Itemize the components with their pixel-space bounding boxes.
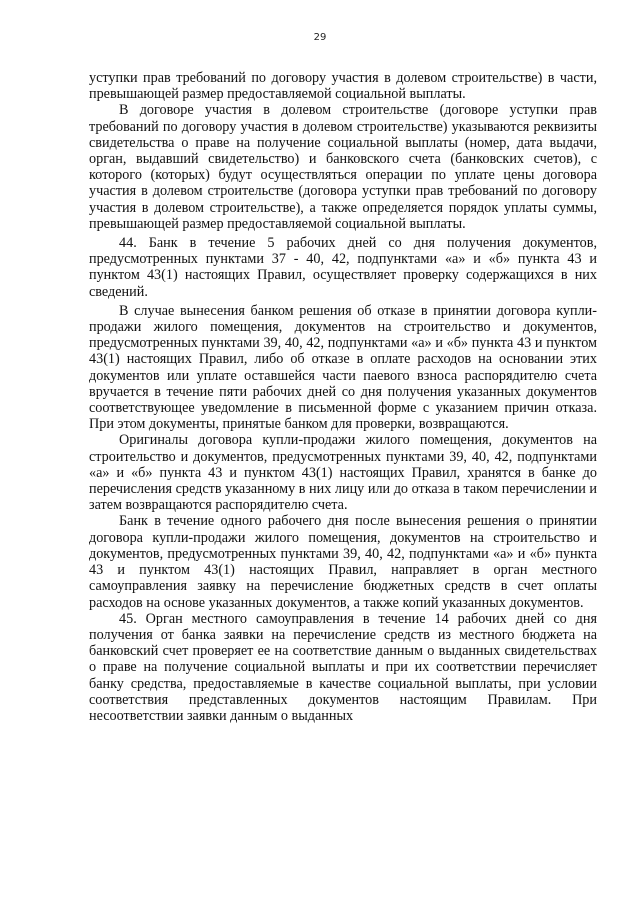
document-body <box>89 70 597 724</box>
paragraph-contract-details: В договоре участия в долевом строительстве (договоре уступки прав требований по договору участия в долевом строительстве) указываются реквизиты свидетельства о праве на получение социальной выплаты (номер, дата выдачи, орган, выдавший свидетельство) и банковского счета (банковских счетов), с которого (которых) будут осуществляться операции по уплате цены договора участия в долевом строительстве (договора уступки прав требований по договору участия в долевом строительстве), а также определяется порядок уплаты суммы, превышающей размер предоставляемой социальной выплаты. <box>89 102 597 232</box>
paragraph-refusal-notice: В случае вынесения банком решения об отказе в принятии договора купли-продажи жилого помещения, документов на строительство и документов, предусмотренных пунктами 39, 40, 42, подпунктами «а» и «б» пункта 43 и пунктом 43(1) настоящих Правил, либо об отказе в оплате расходов на основании этих документов или уплате оставшейся части паевого взноса распорядителю счета вручается в течение пяти рабочих дней со дня получения указанных документов соответствующее уведомление в письменной форме с указанием причин отказа. При этом документы, принятые банком для проверки, возвращаются. <box>89 302 597 433</box>
paragraph-bank-request: Банк в течение одного рабочего дня после вынесения решения о принятии договора купли-продажи жилого помещения, документов на строительство и документов, предусмотренных пунктами 39, 40, 42, подпунктами «а» и «б» пункта 43 и пунктом 43(1) настоящих Правил, направляет в орган местного самоуправления заявку на перечисление бюджетных средств в счет оплаты расходов на основе указанных документов, а также копий указанных документов. <box>89 513 597 611</box>
page-number: 29 <box>313 32 327 43</box>
paragraph-clause-45: 45. Орган местного самоуправления в течение 14 рабочих дней со дня получения от банка заявки на перечисление средств из местного бюджета на банковский счет проверяет ее на соответствие данным о выданных свидетельствах о праве на получение социальной выплаты и при их соответствии перечисляет банку средства, предоставляемые в качестве социальной выплаты, при условии соответствия представленных документов настоящим Правилам. При несоответствии заявки данным о выданных <box>89 610 597 724</box>
paragraph-clause-44: 44. Банк в течение 5 рабочих дней со дня получения документов, предусмотренных пунктами 37 - 40, 42, подпунктами «а» и «б» пункта 43 и пунктом 43(1) настоящих Правил, осуществляет проверку содержащихся в них сведений. <box>89 235 597 300</box>
paragraph-continuation: уступки прав требований по договору участия в долевом строительстве) в части, превышающей размер предоставляемой социальной выплаты. <box>89 70 597 103</box>
paragraph-originals-storage: Оригиналы договора купли-продажи жилого помещения, документов на строительство и документов, предусмотренных пунктами 39, 40, 42, подпунктами «а» и «б» пункта 43 и пунктом 43(1) настоящих Правил, хранятся в банке до перечисления средств указанному в них лицу или до отказа в таком перечислении и затем возвращаются распорядителю счета. <box>89 432 597 514</box>
